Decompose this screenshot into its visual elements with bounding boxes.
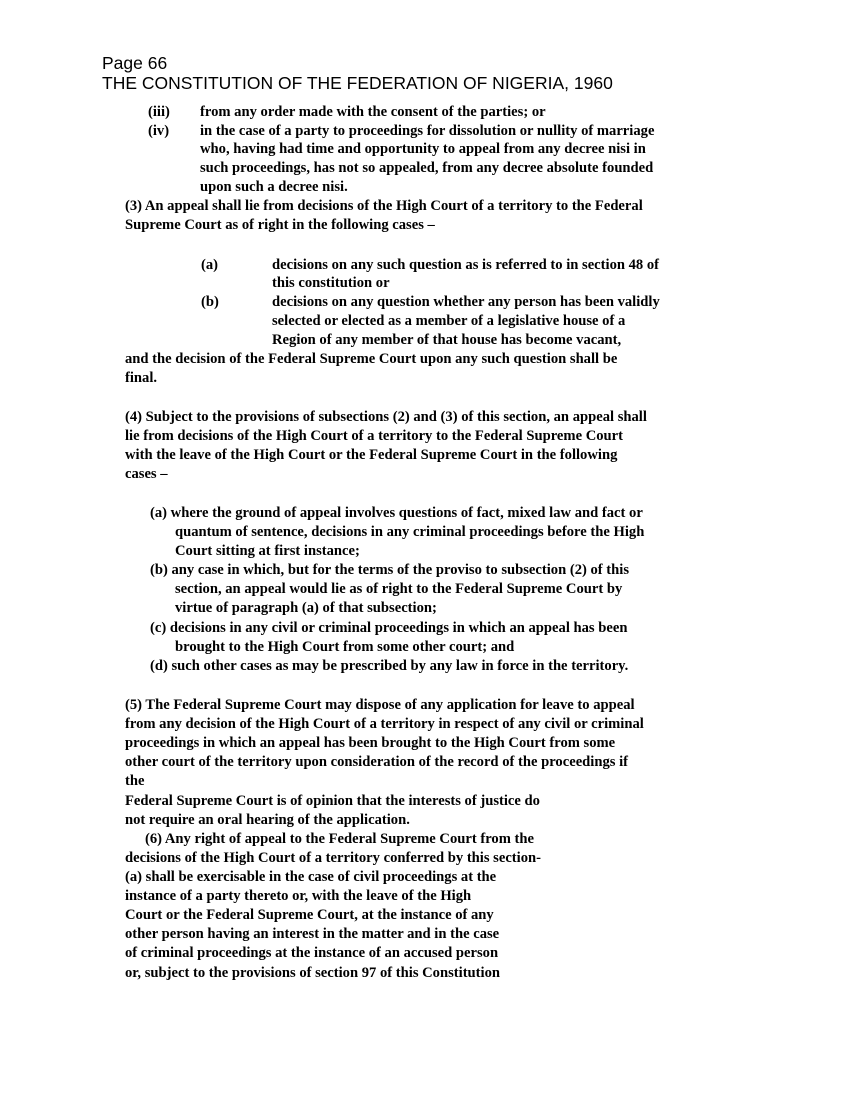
text-line: from any order made with the consent of the parties; or: [200, 104, 546, 120]
text-line: Supreme Court as of right in the following cases –: [125, 217, 435, 233]
text-line: lie from decisions of the High Court of a territory to the Federal Supreme Court: [125, 428, 623, 444]
text-line: or, subject to the provisions of section 97 of this Constitution: [125, 965, 500, 981]
text-line: (b): [201, 294, 219, 310]
text-line: Federal Supreme Court is of opinion that the interests of justice do: [125, 793, 540, 809]
text-line: proceedings in which an appeal has been brought to the High Court from some: [125, 735, 616, 751]
text-line: (6) Any right of appeal to the Federal Supreme Court from the: [145, 831, 534, 847]
text-line: with the leave of the High Court or the Federal Supreme Court in the following: [125, 447, 618, 463]
text-line: (c) decisions in any civil or criminal proceedings in which an appeal has been: [150, 620, 628, 636]
text-line: this constitution or: [272, 275, 390, 291]
text-line: decisions of the High Court of a territory conferred by this section-: [125, 850, 541, 866]
text-line: virtue of paragraph (a) of that subsection;: [175, 600, 437, 616]
text-line: and the decision of the Federal Supreme Court upon any such question shall be: [125, 351, 618, 367]
text-line: (a): [201, 257, 219, 273]
document-title: THE CONSTITUTION OF THE FEDERATION OF NIGERIA, 1960: [102, 73, 613, 93]
text-line: (a) where the ground of appeal involves questions of fact, mixed law and fact or: [150, 505, 643, 521]
text-line: decisions on any question whether any person has been validly: [272, 294, 660, 310]
text-line: (b) any case in which, but for the terms of the proviso to subsection (2) of this: [150, 562, 630, 578]
text-line: other person having an interest in the matter and in the case: [125, 926, 500, 942]
text-line: such proceedings, has not so appealed, from any decree absolute founded: [200, 160, 654, 176]
text-line: of criminal proceedings at the instance of an accused person: [125, 945, 499, 961]
text-line: other court of the territory upon consideration of the record of the proceedings if: [125, 754, 628, 770]
text-line: not require an oral hearing of the application.: [125, 812, 410, 828]
text-line: brought to the High Court from some other court; and: [175, 639, 515, 655]
page-number: Page 66: [102, 53, 168, 73]
text-line: decisions on any such question as is referred to in section 48 of: [272, 257, 660, 273]
text-line: cases –: [125, 466, 168, 482]
text-line: Region of any member of that house has become vacant,: [272, 332, 622, 348]
text-line: section, an appeal would lie as of right to the Federal Supreme Court by: [175, 581, 623, 597]
text-line: quantum of sentence, decisions in any criminal proceedings before the High: [175, 524, 645, 540]
text-line: in the case of a party to proceedings for dissolution or nullity of marriage: [200, 123, 655, 139]
text-line: (4) Subject to the provisions of subsections (2) and (3) of this section, an appeal shall: [125, 409, 647, 425]
text-line: from any decision of the High Court of a territory in respect of any civil or criminal: [125, 716, 644, 732]
text-line: selected or elected as a member of a legislative house of a: [272, 313, 626, 329]
text-line: the: [125, 773, 145, 789]
text-line: (iv): [148, 123, 170, 139]
text-line: (5) The Federal Supreme Court may dispose of any application for leave to appeal: [125, 697, 635, 713]
text-line: Court or the Federal Supreme Court, at the instance of any: [125, 907, 494, 923]
text-line: instance of a party thereto or, with the leave of the High: [125, 888, 472, 904]
text-line: upon such a decree nisi.: [200, 179, 348, 195]
text-line: final.: [125, 370, 158, 386]
text-line: (3) An appeal shall lie from decisions of the High Court of a territory to the Federal: [125, 198, 643, 214]
text-line: (iii): [148, 104, 170, 120]
text-line: who, having had time and opportunity to appeal from any decree nisi in: [200, 141, 646, 157]
text-line: (d) such other cases as may be prescribed by any law in force in the territory.: [150, 658, 629, 674]
text-line: Court sitting at first instance;: [175, 543, 360, 559]
text-line: (a) shall be exercisable in the case of civil proceedings at the: [125, 869, 497, 885]
